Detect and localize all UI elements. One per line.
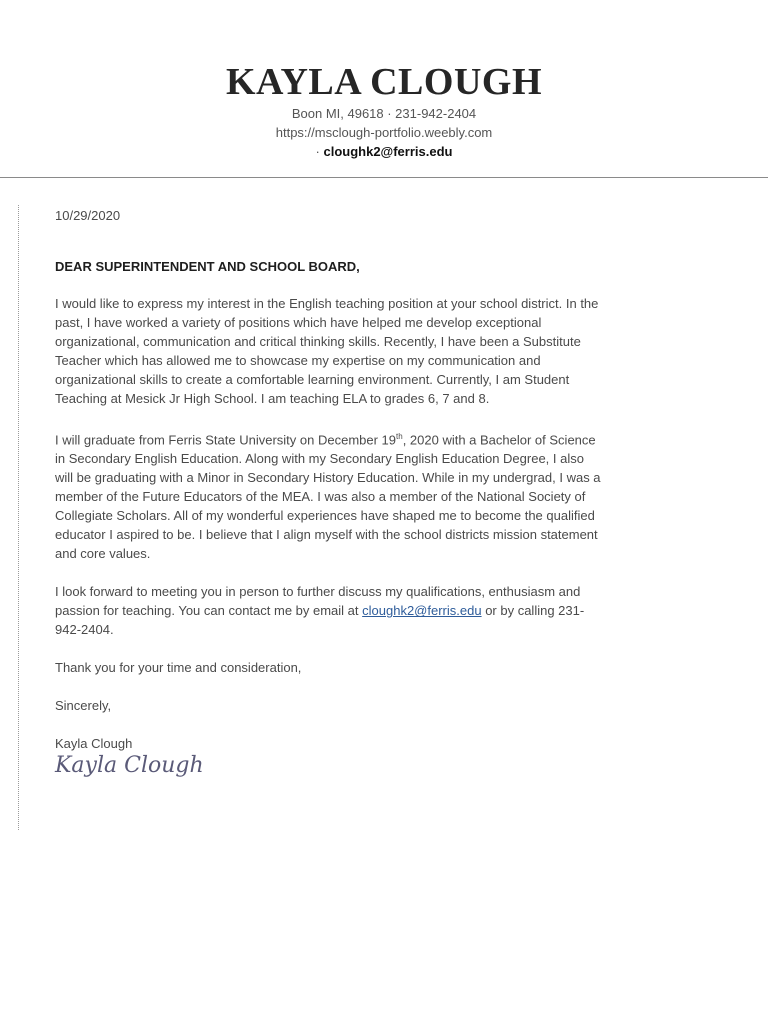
typed-name: Kayla Clough [55, 736, 133, 752]
paragraph-intro: I would like to express my interest in the English teaching position at your school district. In the past, I have worked a variety of positions which have helped me develop exceptional organizational, communication and critical thinking skills. Recently, I have been a Substitute Teacher which has allowed me to showcase my expertise on my communication and organizational skills to create a comfortable learning environment. Currently, I am Student Teaching at Mesick Jr High School. I am teaching ELA to grades 6, 7 and 8. [55, 296, 599, 406]
paragraph-education-text-b: , 2020 with a Bachelor of Science in Secondary English Education. Along with my Secondary English Education Degree, I also will be graduating with a Minor in Secondary History Education. While in my undergrad, I was a member of the Future Educators of the MEA. I was also a member of the National Society of Collegiate Scholars. All of my wonderful experiences have shaped me to become the qualified educator I aspired to be. I believe that I align myself with the school districts mission statement and core values. [55, 432, 601, 562]
paragraph-education [55, 427, 605, 563]
thanks-line: Thank you for your time and consideration, [55, 660, 302, 676]
portfolio-url[interactable]: https://msclough-portfolio.weebly.com [275, 125, 493, 140]
letterhead [0, 60, 768, 161]
margin-rule [18, 205, 19, 830]
email-bullet: · [315, 144, 324, 159]
address-phone: Boon MI, 49618 · 231-942-2404 [291, 106, 477, 121]
paragraph-contact-text-a: I look forward to meeting you in person to further discuss my qualifications, enthusiasm and passion for teaching. You can contact me by email at [55, 584, 581, 619]
paragraph-contact [55, 582, 605, 639]
author-name: KAYLA CLOUGH [225, 61, 543, 103]
letter-date: 10/29/2020 [55, 208, 121, 223]
email-link[interactable]: cloughk2@ferris.edu [362, 603, 482, 619]
contact-email-line [0, 142, 768, 161]
date-ordinal: th [396, 432, 403, 441]
paragraph-education-text-a: I will graduate from Ferris State University on December 19 [55, 432, 397, 448]
handwritten-signature: Kayla Clough [55, 753, 204, 779]
letter-body [55, 206, 605, 779]
salutation: DEAR SUPERINTENDENT AND SCHOOL BOARD, [55, 259, 360, 274]
header-email[interactable]: cloughk2@ferris.edu [323, 144, 453, 159]
header-divider [0, 177, 768, 178]
paragraph-contact-text-b: or by calling 231-942-2404. [55, 603, 585, 638]
closing: Sincerely, [55, 698, 112, 714]
